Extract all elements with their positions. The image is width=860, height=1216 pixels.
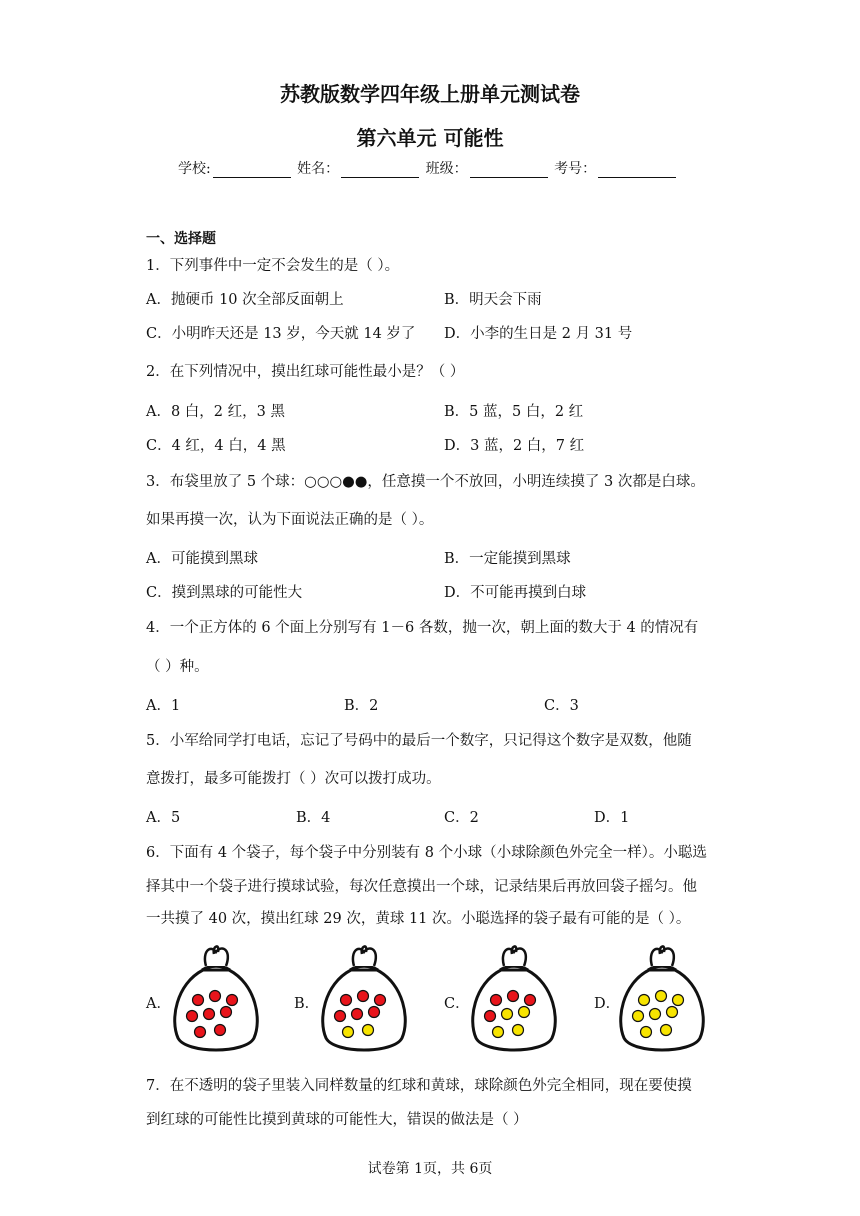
red-ball	[491, 995, 502, 1006]
yellow-ball	[519, 1007, 530, 1018]
question-6-stem-line-2: 择其中一个袋子进行摸球试验，每次任意摸出一个球，记录结果后再放回袋子摇匀。他	[146, 879, 697, 895]
question-5-option-d: D．1	[594, 810, 630, 826]
red-ball	[525, 995, 536, 1006]
question-5-option-b: B．4	[296, 810, 331, 826]
red-ball	[195, 1027, 206, 1038]
question-3-option-b: B．一定能摸到黑球	[444, 551, 571, 567]
yellow-ball	[502, 1009, 513, 1020]
bag-b-icon	[316, 940, 412, 1056]
class-blank	[470, 163, 548, 178]
red-ball	[193, 995, 204, 1006]
question-5-stem-line-2: 意拨打，最多可能拨打（ ）次可以拨打成功。	[146, 771, 441, 787]
red-ball	[227, 995, 238, 1006]
question-4-stem-line-1: 4．一个正方体的 6 个面上分别写有 1－6 各数，抛一次，朝上面的数大于 4 的情况有	[146, 620, 699, 636]
yellow-ball	[656, 991, 667, 1002]
bag-a-icon	[168, 940, 264, 1056]
question-5-option-a: A．5	[146, 810, 181, 826]
question-5-stem-line-1: 5．小军给同学打电话，忘记了号码中的最后一个数字，只记得这个数字是双数，他随	[146, 733, 692, 749]
question-3-stem-line-2: 如果再摸一次，认为下面说法正确的是（ ）。	[146, 512, 434, 528]
red-ball	[335, 1011, 346, 1022]
bag-c-icon	[466, 940, 562, 1056]
question-4-option-c: C．3	[544, 698, 579, 714]
red-ball	[485, 1011, 496, 1022]
question-1-option-a: A．抛硬币 10 次全部反面朝上	[146, 292, 344, 308]
question-2-option-d: D．3 蓝，2 白，7 红	[444, 438, 585, 454]
question-1-option-b: B．明天会下雨	[444, 292, 542, 308]
exam-number-label: 考号：	[554, 161, 597, 177]
school-blank	[213, 163, 291, 178]
yellow-ball	[673, 995, 684, 1006]
question-2-option-a: A．8 白，2 红，3 黑	[146, 404, 285, 420]
question-6-option-c: C．	[444, 996, 470, 1012]
yellow-ball	[667, 1007, 678, 1018]
question-1-option-d: D．小李的生日是 2 月 31 号	[444, 326, 633, 342]
red-ball	[358, 991, 369, 1002]
yellow-ball	[633, 1011, 644, 1022]
exam-number-blank	[598, 163, 676, 178]
question-3-option-a: A．可能摸到黑球	[146, 551, 258, 567]
question-2-option-b: B．5 蓝，5 白，2 红	[444, 404, 584, 420]
red-ball	[341, 995, 352, 1006]
section-heading: 一、选择题	[146, 231, 216, 247]
name-label: 姓名：	[297, 161, 340, 177]
question-6-stem-line-3: 一共摸了 40 次，摸出红球 29 次，黄球 11 次。小聪选择的袋子最有可能的是（ ）。	[146, 911, 691, 927]
question-6-option-b: B．	[294, 996, 320, 1012]
question-4-stem-line-2: （ ）种。	[146, 659, 209, 675]
page-footer: 试卷第 1页，共 6页	[367, 1161, 493, 1177]
question-4-option-b: B．2	[344, 698, 379, 714]
question-2-stem: 2．在下列情况中，摸出红球可能性最小是？（ ）	[146, 364, 465, 380]
question-6-option-d: D．	[594, 996, 621, 1012]
red-ball	[204, 1009, 215, 1020]
question-1-option-c: C．小明昨天还是 13 岁，今天就 14 岁了	[146, 326, 416, 342]
yellow-ball	[343, 1027, 354, 1038]
class-label: 班级：	[425, 161, 468, 177]
red-ball	[215, 1025, 226, 1036]
red-ball	[187, 1011, 198, 1022]
yellow-ball	[661, 1025, 672, 1036]
bag-d-icon	[614, 940, 710, 1056]
yellow-ball	[493, 1027, 504, 1038]
question-3-option-d: D．不可能再摸到白球	[444, 585, 587, 601]
question-2-option-c: C．4 红，4 白，4 黑	[146, 438, 286, 454]
red-ball	[375, 995, 386, 1006]
red-ball	[508, 991, 519, 1002]
red-ball	[210, 991, 221, 1002]
student-info-line	[178, 158, 678, 178]
red-ball	[221, 1007, 232, 1018]
question-4-option-a: A．1	[146, 698, 181, 714]
yellow-ball	[639, 995, 650, 1006]
yellow-ball	[650, 1009, 661, 1020]
school-label: 学校:	[178, 161, 211, 177]
question-1-stem: 1．下列事件中一定不会发生的是（ ）。	[146, 258, 400, 274]
red-ball	[352, 1009, 363, 1020]
yellow-ball	[513, 1025, 524, 1036]
question-6-option-a: A．	[146, 996, 171, 1012]
question-3-stem-line-1: 3．布袋里放了 5 个球：○○○●●，任意摸一个不放回，小明连续摸了 3 次都是白球。	[146, 474, 705, 490]
question-5-option-c: C．2	[444, 810, 479, 826]
question-6-stem-line-1: 6．下面有 4 个袋子，每个袋子中分别装有 8 个小球（小球除颜色外完全一样）。小聪选	[146, 845, 707, 861]
yellow-ball	[641, 1027, 652, 1038]
question-3-option-c: C．摸到黑球的可能性大	[146, 585, 303, 601]
question-7-stem-line-1: 7．在不透明的袋子里装入同样数量的红球和黄球，球除颜色外完全相同，现在要使摸	[146, 1078, 692, 1094]
name-blank	[341, 163, 419, 178]
unit-subtitle: 第六单元 可能性	[356, 126, 504, 150]
red-ball	[369, 1007, 380, 1018]
page-title: 苏教版数学四年级上册单元测试卷	[280, 82, 580, 106]
question-7-stem-line-2: 到红球的可能性比摸到黄球的可能性大，错误的做法是（ ）	[146, 1112, 528, 1128]
yellow-ball	[363, 1025, 374, 1036]
